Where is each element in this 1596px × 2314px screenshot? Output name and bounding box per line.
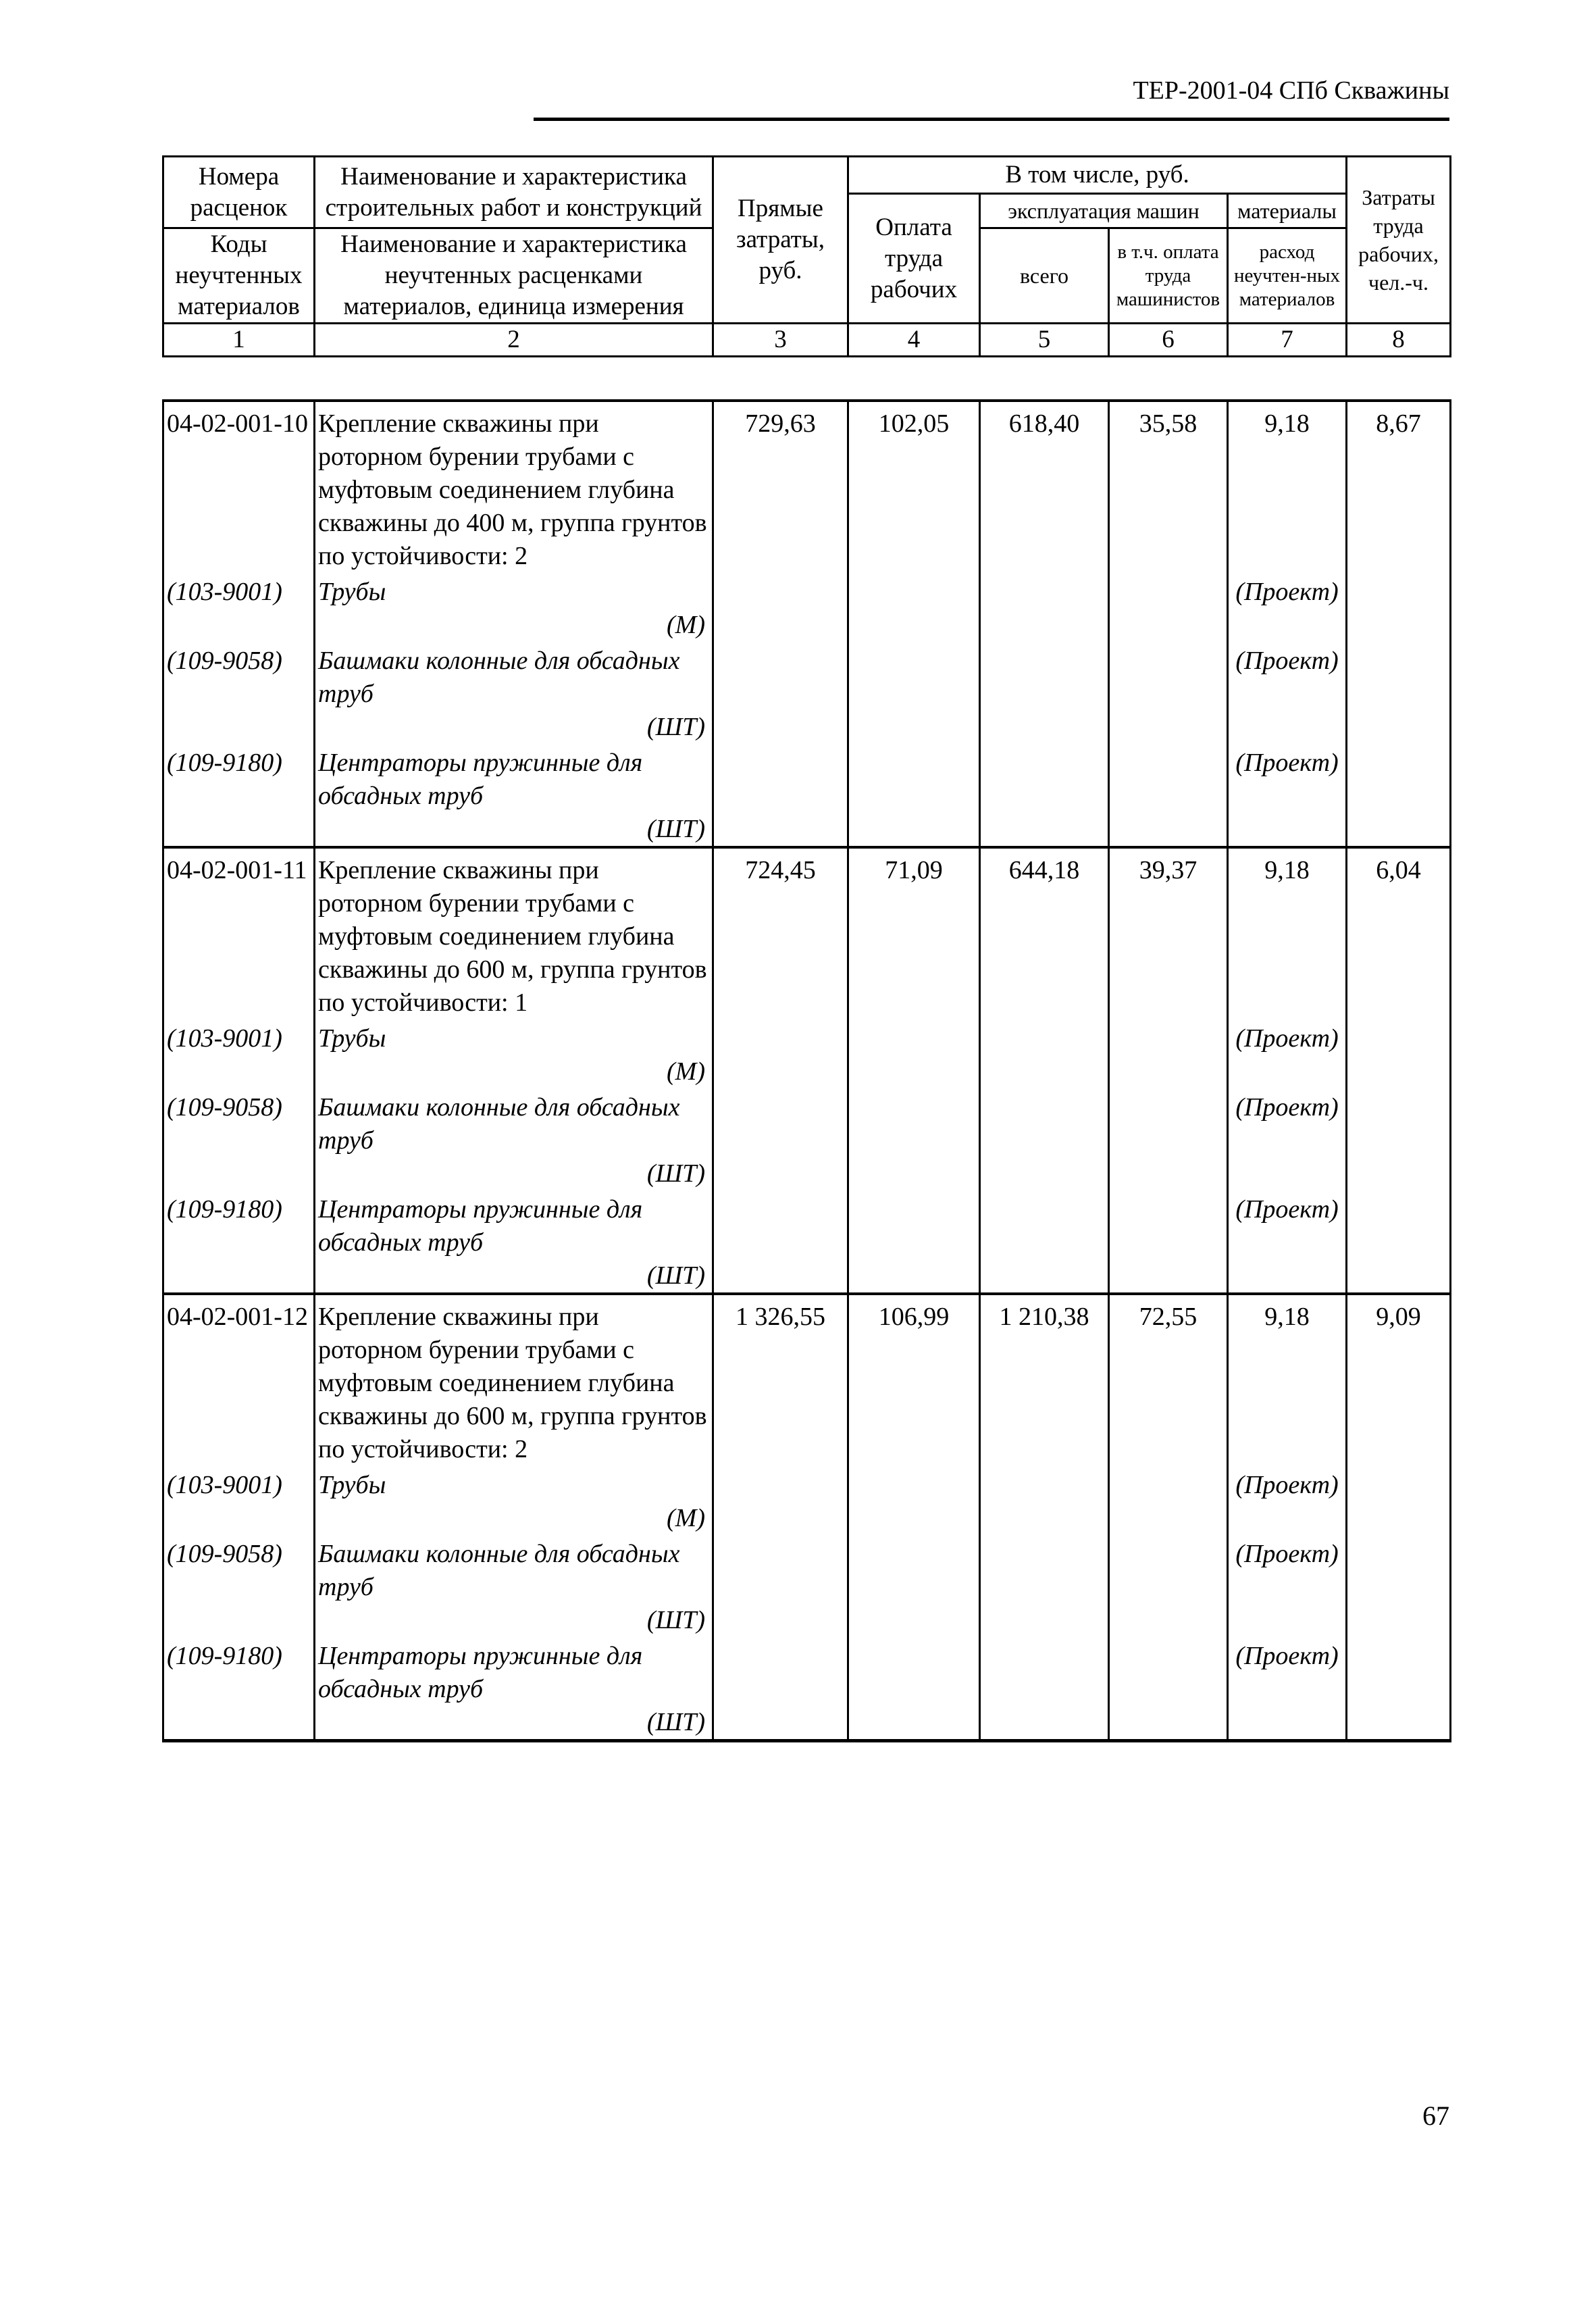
labor-hours: 6,04 — [1347, 847, 1451, 1020]
header-number: 8 — [1347, 324, 1451, 357]
material-name: Центраторы пружинные для обсадных труб — [318, 1195, 643, 1257]
direct-cost: 729,63 — [713, 401, 848, 573]
material-row — [163, 1020, 1451, 1088]
header-number: 2 — [315, 324, 713, 357]
materials-cost: 9,18 — [1228, 847, 1347, 1020]
page-number: 67 — [1422, 2101, 1449, 2131]
material-row — [163, 1190, 1451, 1294]
material-note: (Проект) — [1228, 744, 1347, 847]
material-note: (Проект) — [1228, 1466, 1347, 1535]
running-title: ТЕР-2001-04 СПб Скважины — [1133, 76, 1449, 105]
rate-description: Крепление скважины при роторном бурении трубами с муфтовым соединением глубина скважины до 600 м, группа грунтов по устойчивости: 2 — [315, 1294, 713, 1466]
material-code: (103-9001) — [163, 573, 315, 642]
table-row — [163, 847, 1451, 1020]
material-unit: (ШТ) — [646, 1261, 705, 1290]
material-name: Трубы — [318, 1471, 386, 1499]
header-number: 1 — [163, 324, 315, 357]
materials-cost: 9,18 — [1228, 401, 1347, 573]
table-row — [163, 401, 1451, 573]
header-col3: Прямые затраты, руб. — [713, 157, 848, 324]
material-name: Башмаки колонные для обсадных труб — [318, 1093, 680, 1155]
header-group-materials: материалы — [1228, 194, 1347, 228]
direct-cost: 724,45 — [713, 847, 848, 1020]
material-code: (109-9180) — [163, 1190, 315, 1294]
material-name: Центраторы пружинные для обсадных труб — [318, 1642, 643, 1703]
header-col2-top: Наименование и характеристика строительных работ и конструкций — [315, 157, 713, 228]
header-col6: в т.ч. оплата труда машинистов — [1109, 228, 1228, 324]
material-unit: (М) — [667, 1504, 705, 1532]
header-group-machines: эксплуатация машин — [980, 194, 1228, 228]
material-note: (Проект) — [1228, 1637, 1347, 1741]
labor-hours: 9,09 — [1347, 1294, 1451, 1466]
material-note: (Проект) — [1228, 1190, 1347, 1294]
material-code: (109-9058) — [163, 642, 315, 744]
material-row — [163, 1535, 1451, 1637]
machines-total: 1 210,38 — [980, 1294, 1109, 1466]
material-name: Башмаки колонные для обсадных труб — [318, 647, 680, 708]
material-note: (Проект) — [1228, 1020, 1347, 1088]
direct-cost: 1 326,55 — [713, 1294, 848, 1466]
rate-code: 04-02-001-11 — [163, 847, 315, 1020]
material-code: (103-9001) — [163, 1466, 315, 1535]
material-note: (Проект) — [1228, 573, 1347, 642]
header-col1-top: Номера расценок — [163, 157, 315, 228]
material-row — [163, 744, 1451, 847]
material-unit: (ШТ) — [646, 1708, 705, 1736]
material-name: Трубы — [318, 578, 386, 606]
material-note: (Проект) — [1228, 642, 1347, 744]
header-number: 6 — [1109, 324, 1228, 357]
machinist-pay: 35,58 — [1109, 401, 1228, 573]
header-rule — [534, 118, 1449, 121]
material-unit: (М) — [667, 1057, 705, 1086]
rates-table — [162, 399, 1451, 1742]
material-note: (Проект) — [1228, 1088, 1347, 1190]
material-name: Башмаки колонные для обсадных труб — [318, 1540, 680, 1601]
header-number: 5 — [980, 324, 1109, 357]
material-code: (109-9180) — [163, 1637, 315, 1741]
header-col2-bottom: Наименование и характеристика неучтенных расценками материалов, единица измерения — [315, 228, 713, 324]
material-row — [163, 1637, 1451, 1741]
labor-pay: 106,99 — [848, 1294, 980, 1466]
material-code: (109-9058) — [163, 1535, 315, 1637]
material-row — [163, 1088, 1451, 1190]
labor-pay: 102,05 — [848, 401, 980, 573]
material-unit: (ШТ) — [646, 713, 705, 741]
rate-code: 04-02-001-10 — [163, 401, 315, 573]
materials-cost: 9,18 — [1228, 1294, 1347, 1466]
rate-description: Крепление скважины при роторном бурении трубами с муфтовым соединением глубина скважины до 600 м, группа грунтов по устойчивости: 1 — [315, 847, 713, 1020]
header-col7: расход неучтен-ных материалов — [1228, 228, 1347, 324]
material-code: (109-9180) — [163, 744, 315, 847]
material-code: (103-9001) — [163, 1020, 315, 1088]
header-group-incl: В том числе, руб. — [848, 157, 1347, 194]
rate-description: Крепление скважины при роторном бурении трубами с муфтовым соединением глубина скважины до 400 м, группа грунтов по устойчивости: 2 — [315, 401, 713, 573]
material-row — [163, 573, 1451, 642]
header-number: 4 — [848, 324, 980, 357]
machinist-pay: 39,37 — [1109, 847, 1228, 1020]
material-row — [163, 1466, 1451, 1535]
table-header — [162, 155, 1451, 357]
material-unit: (ШТ) — [646, 1606, 705, 1634]
material-unit: (ШТ) — [646, 815, 705, 843]
material-note: (Проект) — [1228, 1535, 1347, 1637]
header-col8: Затраты труда рабочих, чел.-ч. — [1347, 157, 1451, 324]
material-name: Центраторы пружинные для обсадных труб — [318, 749, 643, 810]
header-col4: Оплата труда рабочих — [848, 194, 980, 324]
material-unit: (ШТ) — [646, 1159, 705, 1188]
labor-hours: 8,67 — [1347, 401, 1451, 573]
material-name: Трубы — [318, 1024, 386, 1053]
header-number: 3 — [713, 324, 848, 357]
header-col1-bottom: Коды неучтенных материалов — [163, 228, 315, 324]
rate-code: 04-02-001-12 — [163, 1294, 315, 1466]
machines-total: 618,40 — [980, 401, 1109, 573]
material-code: (109-9058) — [163, 1088, 315, 1190]
header-number: 7 — [1228, 324, 1347, 357]
material-row — [163, 642, 1451, 744]
labor-pay: 71,09 — [848, 847, 980, 1020]
material-unit: (М) — [667, 611, 705, 639]
machines-total: 644,18 — [980, 847, 1109, 1020]
machinist-pay: 72,55 — [1109, 1294, 1228, 1466]
table-row — [163, 1294, 1451, 1466]
header-col5: всего — [980, 228, 1109, 324]
